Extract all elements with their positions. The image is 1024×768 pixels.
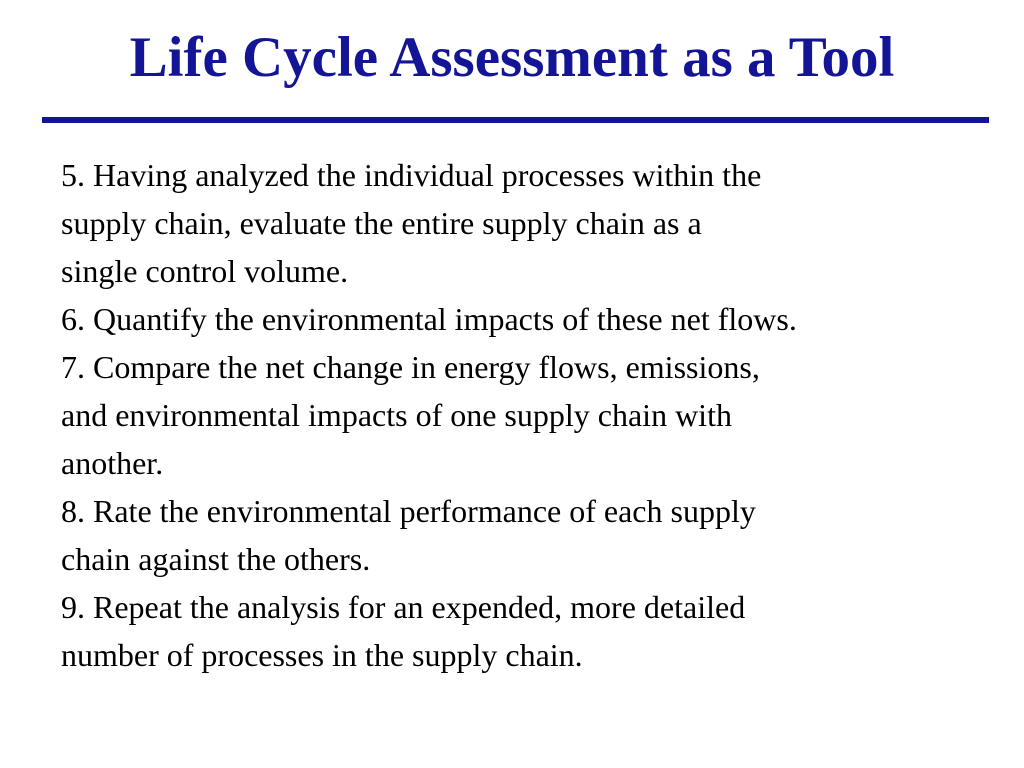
step-line: 9. Repeat the analysis for an expended, more detailed (61, 589, 746, 625)
step-line: 8. Rate the environmental performance of each supply (61, 493, 756, 529)
step-line: and environmental impacts of one supply chain with (61, 397, 732, 433)
slide-title: Life Cycle Assessment as a Tool (129, 26, 895, 89)
step-item-5 (61, 151, 1001, 295)
step-item-8 (61, 487, 1001, 583)
step-line: supply chain, evaluate the entire supply chain as a (61, 205, 702, 241)
step-item-9 (61, 583, 1001, 679)
step-list (61, 151, 1001, 679)
step-line: single control volume. (61, 253, 349, 289)
step-line: chain against the others. (61, 541, 371, 577)
step-line: 6. Quantify the environmental impacts of these net flows. (61, 301, 797, 337)
title-divider (42, 117, 989, 123)
step-item-6 (61, 295, 1001, 343)
step-line: another. (61, 445, 164, 481)
step-line: number of processes in the supply chain. (61, 637, 583, 673)
step-item-7 (61, 343, 1001, 487)
step-line: 7. Compare the net change in energy flows, emissions, (61, 349, 760, 385)
step-line: 5. Having analyzed the individual processes within the (61, 157, 762, 193)
